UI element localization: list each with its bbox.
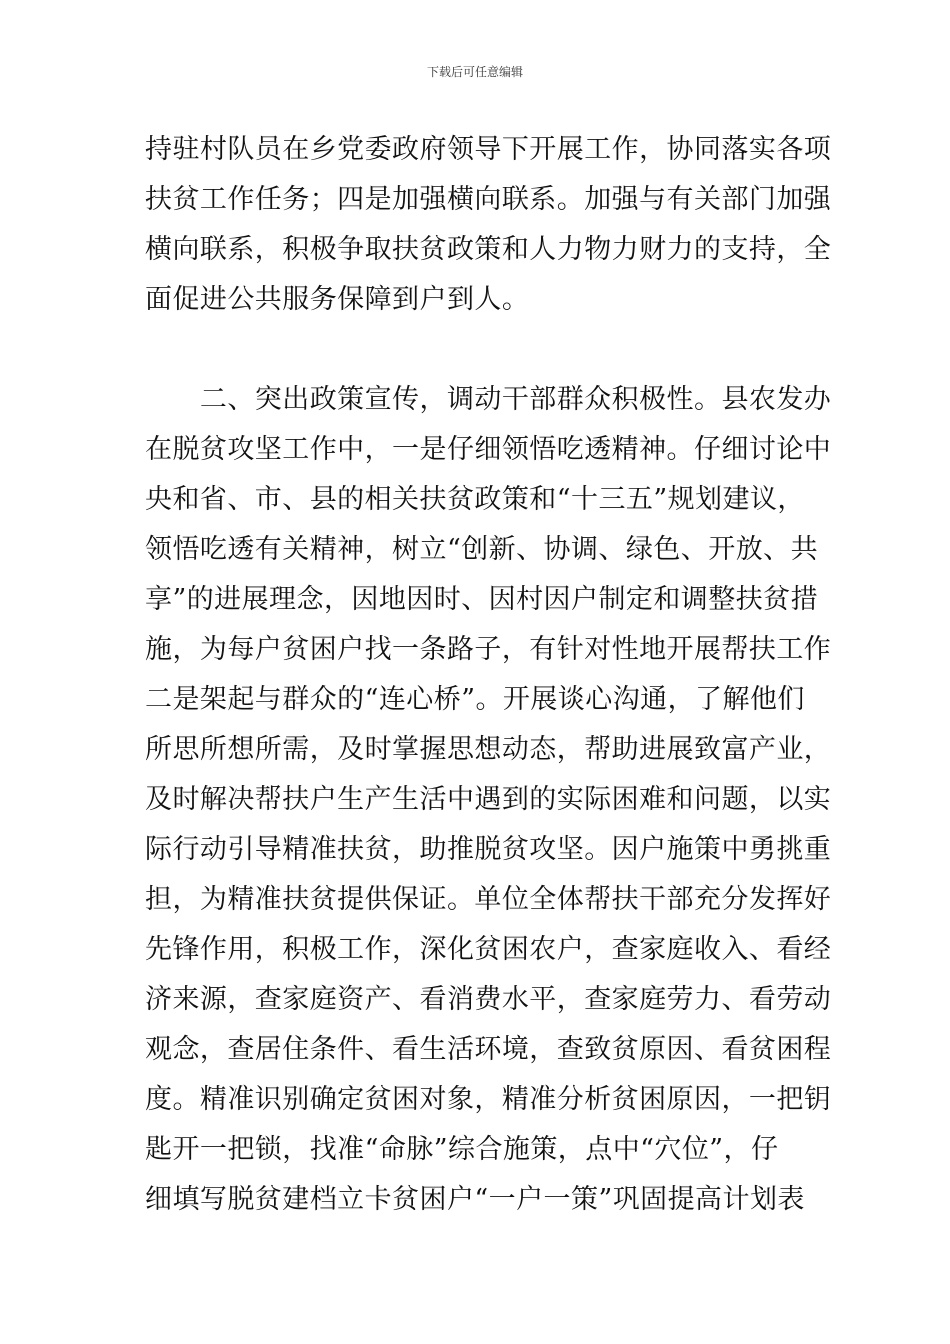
text-line: 度。精准识别确定贫困对象，精准分析贫困原因，一把钥 (145, 1084, 832, 1115)
text-line: 济来源，查家庭资产、看消费水平，查家庭劳力、看劳动 (145, 984, 832, 1015)
text-line: 领悟吃透有关精神，树立“创新、协调、绿色、开放、共 (145, 534, 819, 565)
text-line: 所思所想所需，及时掌握思想动态，帮助进展致富产业， (145, 734, 832, 765)
text-line: 二、突出政策宣传，调动干部群众积极性。县农发办 (145, 384, 832, 415)
text-line: 担，为精准扶贫提供保证。单位全体帮扶干部充分发挥好 (145, 884, 832, 915)
text-line: 及时解决帮扶户生产生活中遇到的实际困难和问题，以实 (145, 784, 832, 815)
text-line: 先锋作用，积极工作，深化贫困农户，查家庭收入、看经 (145, 934, 832, 965)
text-line: 观念，查居住条件、看生活环境，查致贫原因、看贫困程 (145, 1034, 832, 1065)
text-line: 施，为每户贫困户找一条路子，有针对性地开展帮扶工作 (145, 634, 832, 665)
text-line: 细填写脱贫建档立卡贫困户“一户一策”巩固提高计划表 (145, 1184, 805, 1215)
text-line: 央和省、市、县的相关扶贫政策和“十三五”规划建议， (145, 484, 805, 515)
text-line: 二是架起与群众的“连心桥”。开展谈心沟通，了解他们 (145, 684, 805, 715)
text-line: 扶贫工作任务；四是加强横向联系。加强与有关部门加强 (145, 184, 832, 215)
text-line: 际行动引导精准扶贫，助推脱贫攻坚。因户施策中勇挑重 (145, 834, 832, 865)
text-line: 享”的进展理念，因地因时、因村因户制定和调整扶贫措 (145, 584, 819, 615)
text-line: 在脱贫攻坚工作中，一是仔细领悟吃透精神。仔细讨论中 (145, 434, 832, 465)
text-line: 横向联系，积极争取扶贫政策和人力物力财力的支持，全 (145, 234, 832, 265)
text-line: 匙开一把锁，找准“命脉”综合施策，点中“穴位”，仔 (145, 1134, 779, 1165)
page-header: 下载后可任意编辑 (426, 65, 523, 79)
text-line: 持驻村队员在乡党委政府领导下开展工作，协同落实各项 (145, 134, 832, 165)
text-line: 面促进公共服务保障到户到人。 (145, 284, 530, 315)
